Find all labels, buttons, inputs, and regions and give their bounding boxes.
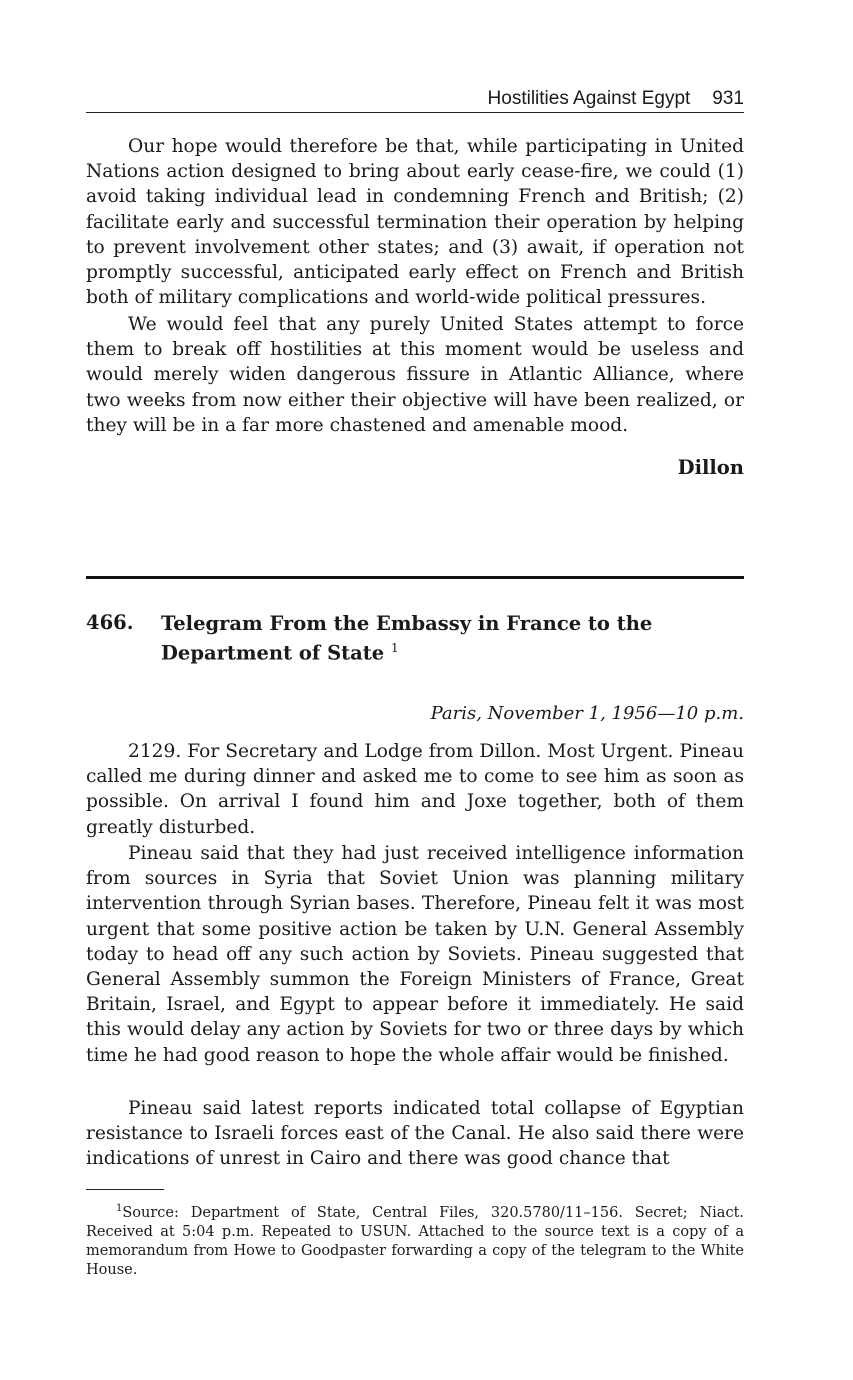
signature: Dillon [677,456,744,479]
paragraph-2: Pineau said that they had just received intelligence information from sources in Syria that Soviet Union was planning military intervention through Syrian bases. Therefore, Pineau felt it was most urgent that some positive action be taken by U.N. General Assembly today to head off any such action by Soviets. Pineau suggested that General Assembly summon the Foreign Ministers of France, Great Britain, Israel, and Egypt to appear before it immediately. He said this would delay any action by Soviets for two or three days by which time he had good reason to hope the whole affair would be finished. [86,843,744,1066]
document-title: Telegram From the Embassy in France to the Department of State $^1$ [161,612,653,665]
footnote-number: 1 [116,1203,123,1214]
paragraph-1: 2129. For Secretary and Lodge from Dillon. Most Urgent. Pineau called me during dinner and asked me to come to see him as soon as possible. On arrival I found him and Joxe together, both of them greatly disturbed. [86,741,744,838]
section-divider [86,576,744,579]
footnote: $^1$Source: Department of State, Central Files, 320.5780/11–156. Secret; Niact. Received at 5:04 p.m. Repeated to USUN. Attached to the source text is a copy of a memorandum from Howe to Goodpaster forwarding a copy of the telegram to the White House. [86,1203,744,1278]
paragraph-3: Pineau said latest reports indicated total collapse of Egyptian resistance to Israeli forces east of the Canal. He also said there were indications of unrest in Cairo and there was good chance that [86,1098,744,1170]
book-page [86,0,744,1380]
page-number: 931 [712,88,744,109]
document-number: 466. [86,611,134,634]
running-head [86,86,744,113]
footnote-marker: 1 [391,641,399,655]
footnote-rule [86,1189,164,1190]
running-title: Hostilities Against Egypt [487,88,691,109]
paragraph-prev-2: We would feel that any purely United States attempt to force them to break off hostilities at this moment would be useless and would merely widen dangerous fissure in Atlantic Alliance, where two weeks from now either their objective will have been realized, or they will be in a far more chastened and amenable mood. [86,314,744,436]
dateline: Paris, November 1, 1956—10 p.m. [430,703,744,724]
paragraph-prev-1: Our hope would therefore be that, while participating in United Nations action designed to bring about early cease-fire, we could (1) avoid taking individual lead in condemning French and British; (2) facilitate early and successful termination their operation by helping to prevent involvement other states; and (3) await, if operation not promptly successful, anticipated early effect on French and British both of military complications and world-wide political pressures. [86,136,744,309]
